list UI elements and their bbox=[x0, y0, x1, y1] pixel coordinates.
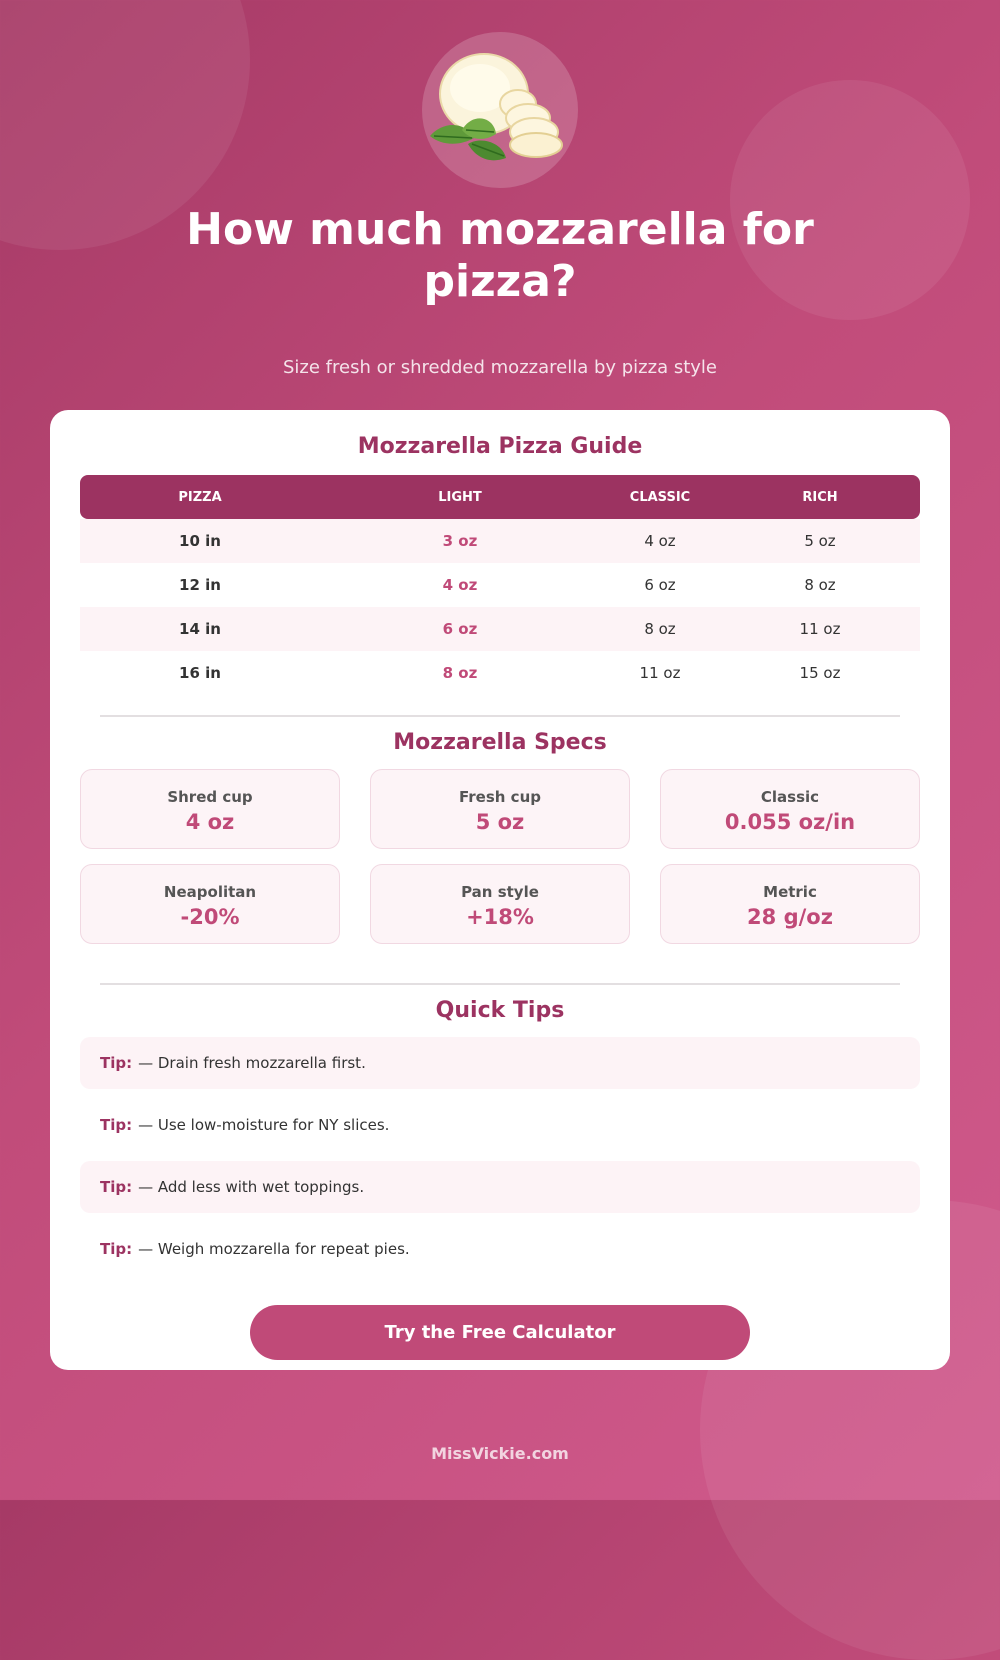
table-cell: 4 oz bbox=[644, 532, 676, 550]
guide-table bbox=[80, 475, 920, 695]
tip-label: Tip: bbox=[100, 1178, 133, 1196]
table-cell: 14 in bbox=[179, 620, 221, 638]
table-row bbox=[80, 563, 920, 607]
spec-value: 28 g/oz bbox=[747, 905, 833, 929]
tip-label: Tip: bbox=[100, 1116, 133, 1134]
section-divider bbox=[100, 715, 900, 717]
spec-value: 4 oz bbox=[185, 810, 235, 834]
tips-title: Quick Tips bbox=[435, 998, 565, 1023]
tip-item bbox=[80, 1161, 920, 1213]
table-cell: 12 in bbox=[179, 576, 221, 594]
table-cell: 15 oz bbox=[799, 664, 841, 682]
spec-label: Pan style bbox=[461, 883, 539, 901]
spec-card bbox=[80, 769, 340, 849]
table-cell: 8 oz bbox=[442, 664, 478, 682]
tip-text: — Use low-moisture for NY slices. bbox=[138, 1116, 390, 1134]
table-cell: 4 oz bbox=[442, 576, 478, 594]
mozzarella-icon bbox=[422, 32, 578, 188]
table-cell: 11 oz bbox=[639, 664, 681, 682]
tip-label: Tip: bbox=[100, 1240, 133, 1258]
table-cell: 3 oz bbox=[442, 532, 478, 550]
spec-label: Neapolitan bbox=[163, 883, 257, 901]
spec-value: 5 oz bbox=[475, 810, 525, 834]
spec-label: Fresh cup bbox=[459, 788, 541, 806]
column-header: PIZZA bbox=[178, 489, 222, 505]
footer-brand[interactable]: MissVickie.com bbox=[431, 1444, 569, 1463]
column-header: RICH bbox=[802, 489, 838, 505]
calculator-button[interactable]: Try the Free Calculator bbox=[250, 1305, 750, 1360]
spec-card bbox=[660, 864, 920, 944]
tip-text: — Weigh mozzarella for repeat pies. bbox=[138, 1240, 410, 1258]
spec-value: +18% bbox=[466, 905, 534, 929]
spec-card bbox=[370, 769, 630, 849]
table-row bbox=[80, 607, 920, 651]
tip-label: Tip: bbox=[100, 1054, 133, 1072]
spec-label: Classic bbox=[760, 788, 820, 806]
table-cell: 6 oz bbox=[442, 620, 478, 638]
spec-card bbox=[370, 864, 630, 944]
table-row bbox=[80, 651, 920, 695]
column-header: LIGHT bbox=[438, 489, 482, 505]
table-cell: 5 oz bbox=[804, 532, 836, 550]
tip-item bbox=[80, 1037, 920, 1089]
guide-title: Mozzarella Pizza Guide bbox=[357, 434, 643, 459]
table-cell: 10 in bbox=[179, 532, 221, 550]
tip-item bbox=[80, 1099, 920, 1151]
tip-text: — Drain fresh mozzarella first. bbox=[138, 1054, 366, 1072]
spec-label: Metric bbox=[763, 883, 817, 901]
table-row bbox=[80, 519, 920, 563]
spec-value: -20% bbox=[180, 905, 240, 929]
specs-title: Mozzarella Specs bbox=[393, 730, 607, 755]
page-subtitle: Size fresh or shredded mozzarella by pizza style bbox=[282, 357, 717, 378]
page-title: How much mozzarella for pizza? bbox=[186, 204, 814, 307]
spec-card bbox=[80, 864, 340, 944]
column-header: CLASSIC bbox=[629, 489, 691, 505]
spec-value: 0.055 oz/in bbox=[724, 810, 856, 834]
table-cell: 11 oz bbox=[799, 620, 841, 638]
table-header bbox=[80, 475, 920, 519]
table-cell: 8 oz bbox=[804, 576, 836, 594]
section-divider bbox=[100, 983, 900, 985]
table-cell: 16 in bbox=[179, 664, 221, 682]
table-cell: 8 oz bbox=[644, 620, 676, 638]
tip-item bbox=[80, 1223, 920, 1275]
tip-text: — Add less with wet toppings. bbox=[138, 1178, 365, 1196]
spec-label: Shred cup bbox=[167, 788, 253, 806]
table-cell: 6 oz bbox=[644, 576, 676, 594]
spec-card bbox=[660, 769, 920, 849]
guide-card bbox=[50, 410, 950, 1370]
